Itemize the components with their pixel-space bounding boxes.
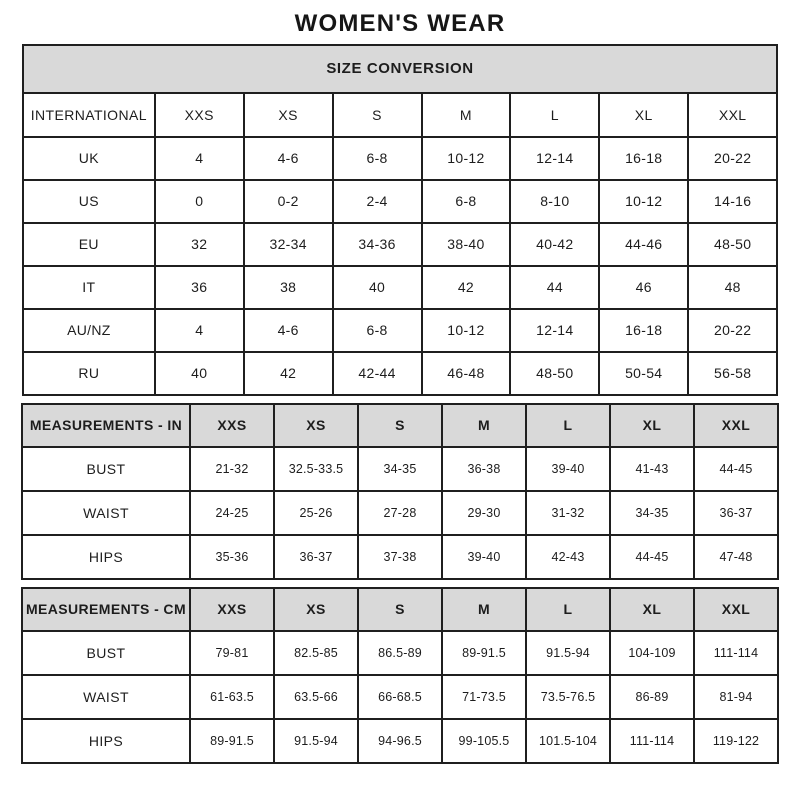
size-value-cell: 32-34	[244, 223, 333, 266]
table-row	[23, 352, 777, 395]
size-value-cell: 14-16	[688, 180, 777, 223]
measurement-value-cell: 73.5-76.5	[526, 675, 610, 719]
measurement-value-cell: 81-94	[694, 675, 778, 719]
measurements-in-body	[22, 404, 778, 579]
region-row-label: UK	[23, 137, 155, 180]
measurement-value-cell: 44-45	[694, 447, 778, 491]
region-row-label: EU	[23, 223, 155, 266]
size-value-cell: 44	[510, 266, 599, 309]
measurement-row-label: WAIST	[22, 675, 190, 719]
table-row	[22, 675, 778, 719]
measurement-value-cell: 36-37	[694, 491, 778, 535]
measurement-row-label: BUST	[22, 447, 190, 491]
size-value-cell: 16-18	[599, 137, 688, 180]
region-row-label: IT	[23, 266, 155, 309]
table-row	[22, 447, 778, 491]
size-value-cell: 8-10	[510, 180, 599, 223]
table-row	[23, 309, 777, 352]
size-column-header: L	[510, 93, 599, 137]
measurement-value-cell: 94-96.5	[358, 719, 442, 763]
measurements-in-table	[21, 403, 779, 580]
region-row-label: AU/NZ	[23, 309, 155, 352]
measurement-value-cell: 89-91.5	[190, 719, 274, 763]
measurement-value-cell: 91.5-94	[526, 631, 610, 675]
measurement-value-cell: 36-37	[274, 535, 358, 579]
column-header-row	[22, 404, 778, 447]
measurement-value-cell: 82.5-85	[274, 631, 358, 675]
size-value-cell: 20-22	[688, 137, 777, 180]
size-value-cell: 56-58	[688, 352, 777, 395]
size-column-header: S	[333, 93, 422, 137]
measurements-heading: MEASUREMENTS - CM	[22, 588, 190, 631]
size-column-header: XXS	[190, 588, 274, 631]
size-value-cell: 6-8	[333, 309, 422, 352]
measurement-value-cell: 41-43	[610, 447, 694, 491]
size-value-cell: 40	[155, 352, 244, 395]
size-value-cell: 20-22	[688, 309, 777, 352]
measurement-value-cell: 34-35	[610, 491, 694, 535]
region-row-label: RU	[23, 352, 155, 395]
size-value-cell: 6-8	[333, 137, 422, 180]
size-value-cell: 4	[155, 137, 244, 180]
size-column-header: M	[442, 588, 526, 631]
measurement-value-cell: 25-26	[274, 491, 358, 535]
size-value-cell: 34-36	[333, 223, 422, 266]
size-value-cell: 10-12	[599, 180, 688, 223]
measurement-value-cell: 66-68.5	[358, 675, 442, 719]
size-value-cell: 2-4	[333, 180, 422, 223]
table-row	[23, 223, 777, 266]
measurement-value-cell: 27-28	[358, 491, 442, 535]
measurement-value-cell: 89-91.5	[442, 631, 526, 675]
measurement-value-cell: 86.5-89	[358, 631, 442, 675]
size-column-header: XXL	[694, 404, 778, 447]
size-column-header: XXS	[190, 404, 274, 447]
measurement-value-cell: 86-89	[610, 675, 694, 719]
size-column-header: XS	[244, 93, 333, 137]
measurement-value-cell: 31-32	[526, 491, 610, 535]
size-value-cell: 6-8	[422, 180, 511, 223]
measurement-value-cell: 35-36	[190, 535, 274, 579]
size-value-cell: 42	[244, 352, 333, 395]
measurement-row-label: HIPS	[22, 535, 190, 579]
measurement-value-cell: 37-38	[358, 535, 442, 579]
column-header-row	[23, 93, 777, 137]
table-row	[22, 491, 778, 535]
size-value-cell: 4-6	[244, 137, 333, 180]
size-value-cell: 0-2	[244, 180, 333, 223]
size-column-header: M	[442, 404, 526, 447]
size-value-cell: 50-54	[599, 352, 688, 395]
measurements-cm-table	[21, 587, 779, 764]
measurement-value-cell: 119-122	[694, 719, 778, 763]
size-value-cell: 10-12	[422, 137, 511, 180]
measurement-value-cell: 29-30	[442, 491, 526, 535]
measurement-value-cell: 42-43	[526, 535, 610, 579]
measurement-value-cell: 39-40	[526, 447, 610, 491]
size-value-cell: 40	[333, 266, 422, 309]
size-column-header: XL	[599, 93, 688, 137]
size-column-header: M	[422, 93, 511, 137]
measurement-value-cell: 101.5-104	[526, 719, 610, 763]
size-column-header: XL	[610, 404, 694, 447]
measurement-value-cell: 111-114	[694, 631, 778, 675]
size-column-header: XS	[274, 404, 358, 447]
size-value-cell: 32	[155, 223, 244, 266]
region-row-label: US	[23, 180, 155, 223]
measurement-value-cell: 71-73.5	[442, 675, 526, 719]
size-column-header: S	[358, 588, 442, 631]
measurement-value-cell: 91.5-94	[274, 719, 358, 763]
measurement-value-cell: 61-63.5	[190, 675, 274, 719]
size-value-cell: 38	[244, 266, 333, 309]
table-row	[22, 719, 778, 763]
size-value-cell: 36	[155, 266, 244, 309]
measurement-row-label: BUST	[22, 631, 190, 675]
size-column-header: XXS	[155, 93, 244, 137]
column-header-row	[22, 588, 778, 631]
measurement-value-cell: 24-25	[190, 491, 274, 535]
measurement-value-cell: 47-48	[694, 535, 778, 579]
measurement-value-cell: 34-35	[358, 447, 442, 491]
size-column-header: S	[358, 404, 442, 447]
measurement-value-cell: 21-32	[190, 447, 274, 491]
size-column-header: L	[526, 404, 610, 447]
measurement-value-cell: 36-38	[442, 447, 526, 491]
size-value-cell: 48-50	[510, 352, 599, 395]
measurements-heading: MEASUREMENTS - IN	[22, 404, 190, 447]
table-row	[23, 180, 777, 223]
measurement-value-cell: 44-45	[610, 535, 694, 579]
table-row	[22, 535, 778, 579]
page-title: WOMEN'S WEAR	[294, 10, 506, 37]
measurement-value-cell: 32.5-33.5	[274, 447, 358, 491]
size-column-header: XXL	[694, 588, 778, 631]
size-value-cell: 48	[688, 266, 777, 309]
size-value-cell: 16-18	[599, 309, 688, 352]
measurement-value-cell: 63.5-66	[274, 675, 358, 719]
size-column-header: L	[526, 588, 610, 631]
size-column-header: XL	[610, 588, 694, 631]
size-value-cell: 42	[422, 266, 511, 309]
size-column-header: XXL	[688, 93, 777, 137]
size-value-cell: 46-48	[422, 352, 511, 395]
measurements-cm-body	[22, 588, 778, 763]
size-value-cell: 4-6	[244, 309, 333, 352]
size-value-cell: 44-46	[599, 223, 688, 266]
size-column-header: XS	[274, 588, 358, 631]
size-value-cell: 12-14	[510, 309, 599, 352]
table-row	[23, 137, 777, 180]
table-row	[22, 631, 778, 675]
international-header-cell: INTERNATIONAL	[23, 93, 155, 137]
size-value-cell: 10-12	[422, 309, 511, 352]
size-value-cell: 46	[599, 266, 688, 309]
measurement-value-cell: 111-114	[610, 719, 694, 763]
measurement-value-cell: 99-105.5	[442, 719, 526, 763]
size-conversion-table	[22, 44, 778, 396]
size-value-cell: 38-40	[422, 223, 511, 266]
table-row	[23, 266, 777, 309]
measurement-value-cell: 104-109	[610, 631, 694, 675]
measurement-value-cell: 79-81	[190, 631, 274, 675]
table-banner-row	[23, 45, 777, 93]
size-value-cell: 42-44	[333, 352, 422, 395]
size-conversion-heading: SIZE CONVERSION	[23, 45, 777, 93]
size-value-cell: 40-42	[510, 223, 599, 266]
measurement-row-label: HIPS	[22, 719, 190, 763]
measurement-value-cell: 39-40	[442, 535, 526, 579]
size-value-cell: 0	[155, 180, 244, 223]
size-conversion-body	[23, 45, 777, 395]
measurement-row-label: WAIST	[22, 491, 190, 535]
size-value-cell: 12-14	[510, 137, 599, 180]
size-value-cell: 48-50	[688, 223, 777, 266]
size-value-cell: 4	[155, 309, 244, 352]
